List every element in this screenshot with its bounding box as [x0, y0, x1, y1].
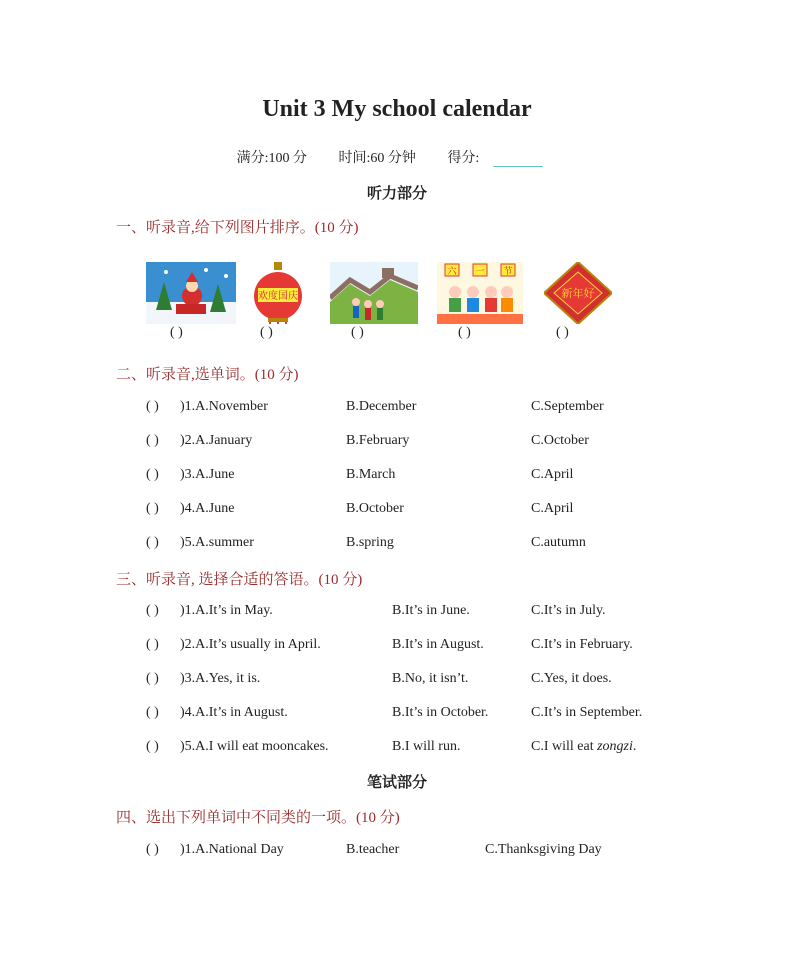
option-c: C.Yes, it does. — [531, 671, 612, 686]
option-b: B.It’s in June. — [392, 603, 470, 618]
option-c: C.April — [531, 501, 574, 516]
exam-info — [0, 147, 794, 167]
option-b: B.It’s in August. — [392, 637, 484, 652]
list-item — [0, 671, 794, 689]
christmas-picture — [146, 262, 236, 324]
option-a: )5.A.summer — [180, 535, 254, 550]
option-c: C.October — [531, 433, 589, 448]
childrens-day-char-1: 六 — [447, 267, 457, 277]
picture-3-answer[interactable]: ( ) — [351, 325, 364, 340]
answer-paren[interactable]: ( ) — [146, 501, 159, 516]
option-b: B.December — [346, 399, 417, 414]
section-1-heading: 一、听录音,给下列图片排序。(10 分) — [116, 220, 359, 236]
childrens-day-char-3: 节 — [503, 267, 513, 277]
list-item — [0, 399, 794, 417]
writing-part-heading: 笔试部分 — [366, 775, 427, 791]
option-c: C.It’s in September. — [531, 705, 643, 720]
option-b: B.No, it isn’t. — [392, 671, 469, 686]
picture-1-answer[interactable]: ( ) — [170, 325, 183, 340]
option-a: )1.A.It’s in May. — [180, 603, 273, 618]
zongzi-italic: zongzi — [597, 739, 633, 754]
list-item — [0, 842, 794, 860]
answer-paren[interactable]: ( ) — [146, 739, 159, 754]
listening-part-heading: 听力部分 — [366, 186, 427, 202]
option-b: B.March — [346, 467, 396, 482]
option-a: )2.A.January — [180, 433, 253, 448]
option-b: B.October — [346, 501, 404, 516]
childrens-day-picture — [437, 262, 523, 324]
option-c: C.I will eat zongzi. — [531, 739, 637, 754]
option-b: B.I will run. — [392, 739, 461, 754]
list-item — [0, 637, 794, 655]
answer-paren[interactable]: ( ) — [146, 842, 159, 857]
list-item — [0, 603, 794, 621]
section-3-heading: 三、听录音, 选择合适的答语。(10 分) — [116, 572, 363, 588]
score-blank[interactable] — [493, 152, 543, 167]
picture-4-answer[interactable]: ( ) — [458, 325, 471, 340]
picture-5-answer[interactable]: ( ) — [556, 325, 569, 340]
new-year-text: 新年好 — [561, 287, 595, 300]
option-a: )5.A.I will eat mooncakes. — [180, 739, 329, 754]
option-c: C.September — [531, 399, 604, 414]
answer-paren[interactable]: ( ) — [146, 399, 159, 414]
score-label: 得分: — [447, 151, 557, 166]
option-a: )1.A.November — [180, 399, 268, 414]
list-item — [0, 705, 794, 723]
section-4-heading: 四、选出下列单词中不同类的一项。(10 分) — [116, 810, 400, 826]
list-item — [0, 433, 794, 451]
section-2-heading: 二、听录音,选单词。(10 分) — [116, 367, 299, 383]
new-year-picture — [544, 262, 612, 324]
option-c: C.It’s in February. — [531, 637, 633, 652]
option-a: )1.A.National Day — [180, 842, 284, 857]
answer-paren[interactable]: ( ) — [146, 535, 159, 550]
option-c: C.It’s in July. — [531, 603, 606, 618]
answer-paren[interactable]: ( ) — [146, 705, 159, 720]
option-b: B.It’s in October. — [392, 705, 489, 720]
lantern-text: 欢度国庆 — [258, 291, 298, 302]
great-wall-picture — [330, 262, 418, 324]
list-item — [0, 501, 794, 519]
answer-paren[interactable]: ( ) — [146, 467, 159, 482]
picture-2-answer[interactable]: ( ) — [260, 325, 273, 340]
full-score: 满分:100 分 — [236, 151, 308, 166]
answer-paren[interactable]: ( ) — [146, 603, 159, 618]
childrens-day-char-2: 一 — [475, 267, 485, 277]
answer-paren[interactable]: ( ) — [146, 671, 159, 686]
option-c: C.Thanksgiving Day — [485, 842, 602, 857]
option-c: C.April — [531, 467, 574, 482]
option-b: B.spring — [346, 535, 394, 550]
answer-paren[interactable]: ( ) — [146, 433, 159, 448]
list-item — [0, 535, 794, 553]
option-a: )4.A.It’s in August. — [180, 705, 288, 720]
page-title: Unit 3 My school calendar — [262, 96, 532, 122]
option-b: B.February — [346, 433, 410, 448]
option-c: C.autumn — [531, 535, 586, 550]
option-a: )4.A.June — [180, 501, 235, 516]
option-a: )3.A.June — [180, 467, 235, 482]
list-item — [0, 739, 794, 757]
option-a: )2.A.It’s usually in April. — [180, 637, 321, 652]
answer-paren[interactable]: ( ) — [146, 637, 159, 652]
time-limit: 时间:60 分钟 — [338, 151, 416, 166]
lantern-picture — [252, 262, 304, 324]
list-item — [0, 467, 794, 485]
option-a: )3.A.Yes, it is. — [180, 671, 261, 686]
option-b: B.teacher — [346, 842, 400, 857]
